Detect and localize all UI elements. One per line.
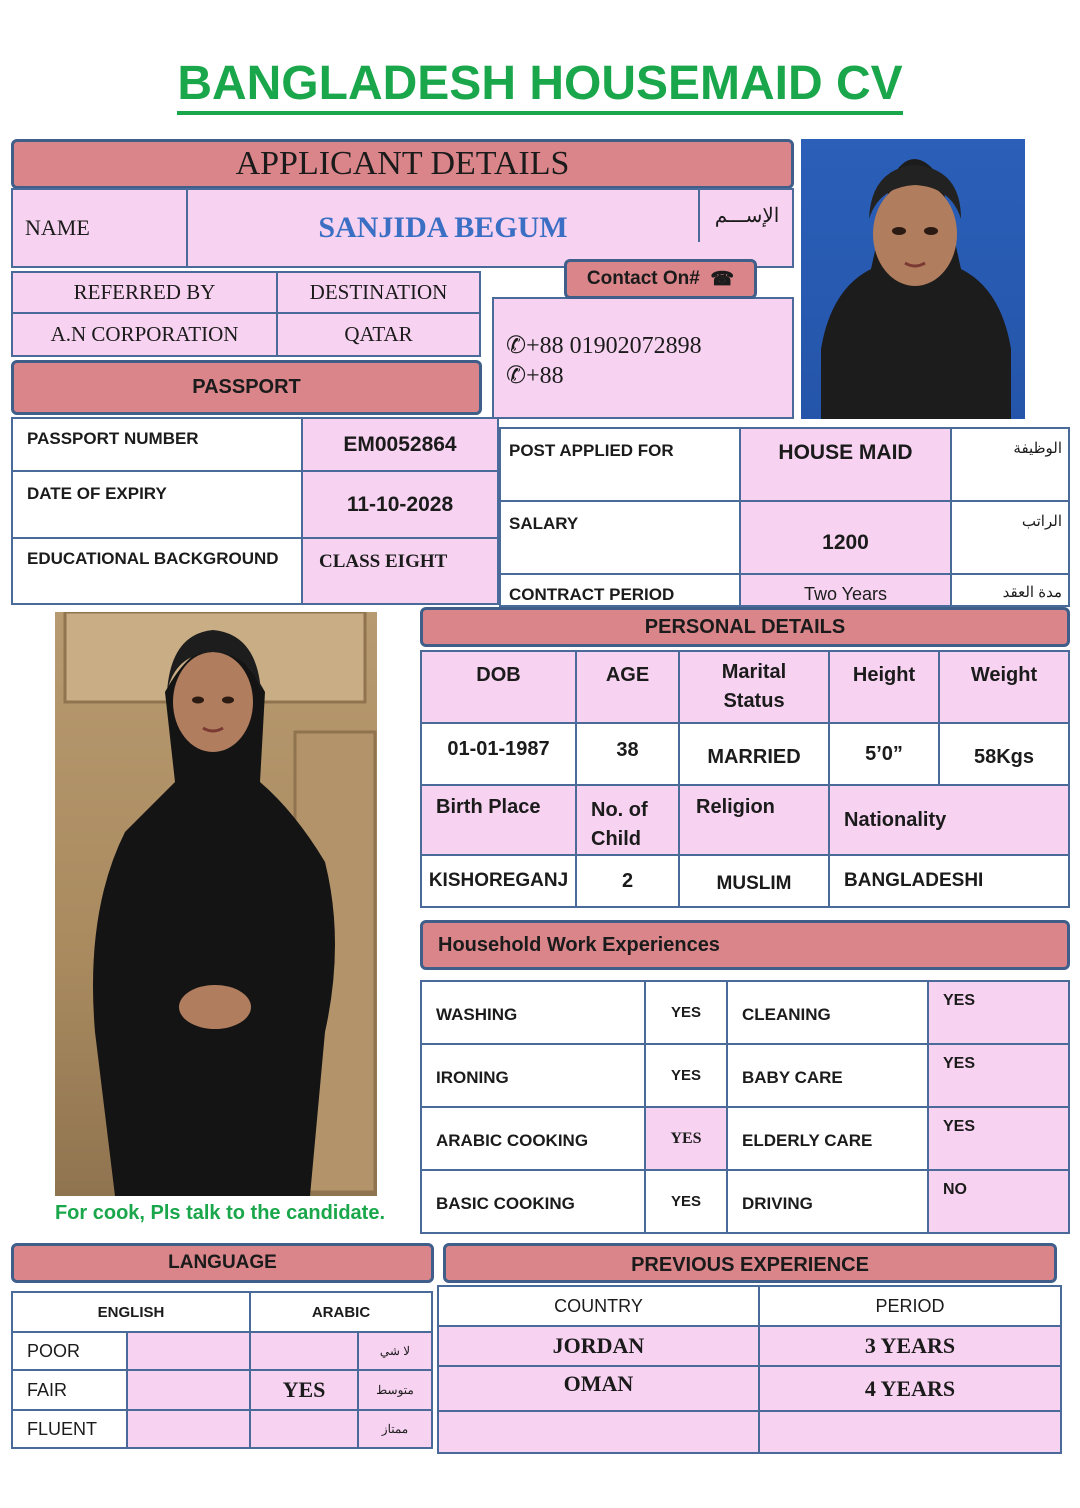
destination-label: DESTINATION <box>276 271 481 314</box>
contract-value: Two Years <box>739 573 952 607</box>
full-body-photo <box>55 612 377 1196</box>
english-fair-value <box>126 1369 251 1411</box>
nationality-label: Nationality <box>828 784 1070 856</box>
household-skill-1b: CLEANING <box>726 980 929 1045</box>
post-value: HOUSE MAID <box>739 427 952 502</box>
household-value-4a: YES <box>644 1169 728 1234</box>
contact-phone-1[interactable]: ✆+88 01902072898 <box>506 333 702 359</box>
post-arabic-label: الوظيفة <box>950 427 1070 502</box>
salary-value: 1200 <box>739 500 952 575</box>
dob-label: DOB <box>420 650 577 724</box>
english-label: ENGLISH <box>11 1291 251 1333</box>
language-level-fair: FAIR <box>11 1369 128 1411</box>
experience-period-1: 3 YEARS <box>758 1325 1062 1367</box>
experience-period-2: 4 YEARS <box>758 1365 1062 1412</box>
page-title: BANGLADESH HOUSEMAID CV <box>150 55 930 117</box>
contact-header: Contact On# ☎ <box>564 259 757 299</box>
education-value: CLASS EIGHT <box>301 537 499 605</box>
english-fluent-value <box>126 1409 251 1449</box>
post-label: POST APPLIED FOR <box>499 427 741 502</box>
age-label: AGE <box>575 650 680 724</box>
contact-phone-2[interactable]: ✆+88 <box>506 363 564 389</box>
religion-value: MUSLIM <box>678 854 830 908</box>
children-value: 2 <box>575 854 680 908</box>
passport-photo <box>801 139 1025 419</box>
marital-value: MARRIED <box>678 722 830 786</box>
weight-label: Weight <box>938 650 1070 724</box>
expiry-value: 11-10-2028 <box>301 470 499 539</box>
name-arabic-label: الإســـم <box>698 188 794 242</box>
household-value-1b: YES <box>927 980 1070 1045</box>
name-value: SANJIDA BEGUM <box>318 211 568 244</box>
height-value: 5’0” <box>828 722 940 786</box>
household-value-1a: YES <box>644 980 728 1045</box>
experience-period-3 <box>758 1410 1062 1454</box>
household-value-4b: NO <box>927 1169 1070 1234</box>
country-label: COUNTRY <box>437 1285 760 1327</box>
household-skill-2b: BABY CARE <box>726 1043 929 1108</box>
language-header: LANGUAGE <box>11 1243 434 1283</box>
referred-by-value: A.N CORPORATION <box>11 312 278 357</box>
destination-value: QATAR <box>276 312 481 357</box>
household-skill-1a: WASHING <box>420 980 646 1045</box>
religion-label: Religion <box>678 784 830 856</box>
referred-by-label: REFERRED BY <box>11 271 278 314</box>
birthplace-value: KISHOREGANJ <box>420 854 577 908</box>
experience-country-3 <box>437 1410 760 1454</box>
experience-country-1: JORDAN <box>437 1325 760 1367</box>
experience-country-2: OMAN <box>437 1365 760 1412</box>
marital-label: Marital Status <box>678 650 830 724</box>
household-skill-3a: ARABIC COOKING <box>420 1106 646 1171</box>
personal-details-header: PERSONAL DETAILS <box>420 607 1070 647</box>
household-value-3b: YES <box>927 1106 1070 1171</box>
arabic-level-fluent: ممتاز <box>357 1409 433 1449</box>
nationality-value: BANGLADESHI <box>828 854 1070 908</box>
contract-label: CONTRACT PERIOD <box>499 573 741 607</box>
age-value: 38 <box>575 722 680 786</box>
arabic-label: ARABIC <box>249 1291 433 1333</box>
language-level-fluent: FLUENT <box>11 1409 128 1449</box>
applicant-details-header: APPLICANT DETAILS <box>11 139 794 189</box>
arabic-level-poor: لا شي <box>357 1331 433 1371</box>
dob-value: 01-01-1987 <box>420 722 577 786</box>
language-level-poor: POOR <box>11 1331 128 1371</box>
arabic-level-fair: متوسط <box>357 1369 433 1411</box>
household-header: Household Work Experiences <box>420 920 1070 970</box>
passport-number-label: PASSPORT NUMBER <box>11 417 303 472</box>
salary-label: SALARY <box>499 500 741 575</box>
children-label: No. of Child <box>575 784 680 856</box>
arabic-fair-value: YES <box>249 1369 359 1411</box>
passport-number-value: EM0052864 <box>301 417 499 472</box>
name-label: NAME <box>11 188 188 268</box>
salary-arabic-label: الراتب <box>950 500 1070 575</box>
household-value-2a: YES <box>644 1043 728 1108</box>
education-label: EDUCATIONAL BACKGROUND <box>11 537 303 605</box>
photo-note: For cook, Pls talk to the candidate. <box>54 1202 386 1224</box>
period-label: PERIOD <box>758 1285 1062 1327</box>
household-skill-4b: DRIVING <box>726 1169 929 1234</box>
english-poor-value <box>126 1331 251 1371</box>
height-label: Height <box>828 650 940 724</box>
previous-experience-header: PREVIOUS EXPERIENCE <box>443 1243 1057 1283</box>
phone-icon: ☎ <box>710 268 735 290</box>
birthplace-label: Birth Place <box>420 784 577 856</box>
household-skill-2a: IRONING <box>420 1043 646 1108</box>
contract-arabic-label: مدة العقد <box>950 573 1070 607</box>
household-value-2b: YES <box>927 1043 1070 1108</box>
passport-header: PASSPORT <box>11 360 482 415</box>
weight-value: 58Kgs <box>938 722 1070 786</box>
household-value-3a: YES <box>644 1106 728 1171</box>
arabic-fluent-value <box>249 1409 359 1449</box>
household-skill-4a: BASIC COOKING <box>420 1169 646 1234</box>
arabic-poor-value <box>249 1331 359 1371</box>
household-table <box>420 980 1070 1234</box>
household-skill-3b: ELDERLY CARE <box>726 1106 929 1171</box>
expiry-label: DATE OF EXPIRY <box>11 470 303 539</box>
